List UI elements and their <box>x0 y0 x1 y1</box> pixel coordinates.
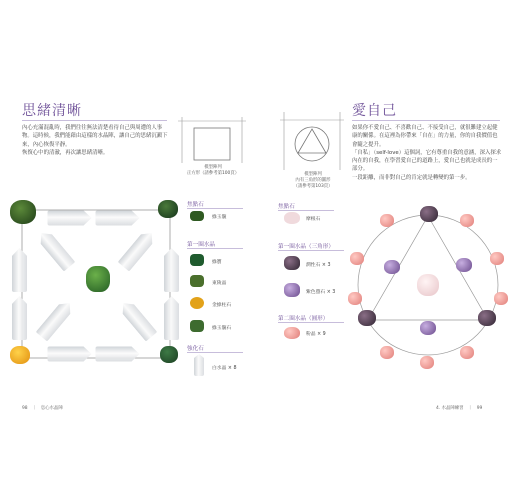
right-legend-ring2-swatch <box>284 327 300 339</box>
right-legend-ring1-label-1: 潤性石 × 3 <box>306 263 331 268</box>
quartz-point-bottom-left <box>48 347 92 362</box>
rose-quartz-4 <box>460 346 474 359</box>
rose-quartz-6 <box>380 346 394 359</box>
left-legend-ring2-title: 強化石 <box>187 346 204 352</box>
left-legend-rule-2 <box>187 248 243 249</box>
left-legend-ring1-label-2: 東陵晶 <box>212 281 227 286</box>
left-legend-ring1-label-3: 金綠柱石 <box>212 303 232 308</box>
left-page-footer: 98 ｜ 息心水晶陣 <box>22 406 63 411</box>
right-legend-rule-3 <box>278 322 344 323</box>
quartz-point-left-upper <box>12 248 27 292</box>
left-title-rule <box>22 120 167 121</box>
left-legend-ring1-title: 第一圈水晶 <box>187 242 215 248</box>
right-legend-ring1-swatch-1 <box>284 256 300 270</box>
quartz-point-right-lower <box>164 296 179 340</box>
rose-quartz-5 <box>420 356 434 369</box>
rose-quartz-3 <box>494 292 508 305</box>
left-legend-rule-1 <box>187 208 243 209</box>
rose-quartz-8 <box>350 252 364 265</box>
rose-quartz-1 <box>460 214 474 227</box>
fluorite-stone-bottom <box>420 321 436 335</box>
right-legend-ring2-title: 第二圈水晶（圓形） <box>278 316 329 322</box>
focus-green-stone <box>86 266 110 292</box>
right-page-title: 愛自己 <box>352 103 397 119</box>
dark-stone-top <box>420 206 438 222</box>
left-page-title: 思緒清晰 <box>22 103 82 119</box>
right-page-body: 如果你不愛自己、不喜歡自己、不接受自己，就很難建立起健康的關係。在這裡為你帶來「自在」的力量，你的自我價值也會隨之提升。 「自私」（self-love）這個詞，它有尊重自我的意涵，深入探求內在的自我，在學習愛自己的道路上，愛自己也就是成長的一部分。 一段距離，而非對自己的肯定就是轉變的第一步。 <box>352 125 502 181</box>
quartz-point-top-left <box>48 211 92 226</box>
square-template-diagram <box>178 116 246 164</box>
quartz-point-bottom-right <box>96 347 140 362</box>
circle-triangle-crystal-grid <box>340 196 515 374</box>
right-legend-ring2-label: 粉晶 × 9 <box>306 332 326 337</box>
left-legend-rule-3 <box>187 352 243 353</box>
rose-quartz-9 <box>380 214 394 227</box>
dark-stone-bottom-right <box>478 310 496 326</box>
dark-stone-bottom-left <box>358 310 376 326</box>
right-legend-ring1-swatch-2 <box>284 283 300 297</box>
rose-quartz-7 <box>348 292 362 305</box>
quartz-point-right-upper <box>164 248 179 292</box>
focus-morganite-stone <box>417 274 439 296</box>
left-template-caption: 模型陣列 正方形（請參考第100頁） <box>186 165 240 176</box>
left-legend-focus-label: 綠玉髓 <box>212 215 227 220</box>
right-template-diagram <box>280 112 344 170</box>
left-legend-ring1-swatch-3 <box>190 297 204 309</box>
quartz-point-left-lower <box>12 296 27 340</box>
right-legend-focus-label: 摩根石 <box>306 217 321 222</box>
right-page-footer: 4. 水晶陣練習 ｜ 99 <box>436 406 483 411</box>
rose-quartz-2 <box>490 252 504 265</box>
right-template-caption: 模型陣列 內有三角形的圓形 （請參考第103頁） <box>293 172 333 189</box>
left-legend-ring2-label: 白水晶 × 8 <box>212 366 237 371</box>
left-legend-ring1-swatch-1 <box>190 254 204 266</box>
left-legend-ring1-swatch-4 <box>190 320 204 332</box>
fluorite-stone-right <box>456 258 472 272</box>
corner-green-stone-tl <box>10 200 36 224</box>
right-legend-focus-title: 焦點石 <box>278 204 295 210</box>
fluorite-stone-left <box>384 260 400 274</box>
right-legend-rule-1 <box>278 210 334 211</box>
corner-green-stone-tr <box>158 200 178 218</box>
corner-yellow-stone-bl <box>10 346 30 364</box>
left-page-body: 內心充滿混亂時，我們往往無法清楚看待自己與周遭的人事物。這時候，我們能藉由這樣的水晶陣，讓自己的思緒沉澱下來，內心恢復平靜。 恢復心中的清澈，再次讓思緒清晰。 <box>22 125 168 156</box>
right-legend-ring1-label-2: 紫色螢石 × 3 <box>306 290 336 295</box>
quartz-point-top-right <box>96 211 140 226</box>
square-crystal-grid <box>0 188 185 370</box>
left-legend-ring2-swatch <box>194 354 204 376</box>
left-legend-ring1-swatch-2 <box>190 275 204 287</box>
right-legend-rule-2 <box>278 250 344 251</box>
right-legend-focus-swatch <box>284 212 300 224</box>
left-legend-ring1-label-4: 綠玉髓石 <box>212 326 232 331</box>
left-legend-focus-title: 焦點石 <box>187 202 204 208</box>
left-legend-ring1-label-1: 綠寶 <box>212 260 222 265</box>
left-legend-focus-swatch <box>190 211 204 221</box>
right-legend-ring1-title: 第一圈水晶（三角形） <box>278 244 334 250</box>
right-title-rule <box>352 120 500 121</box>
corner-green-stone-br <box>160 346 178 363</box>
